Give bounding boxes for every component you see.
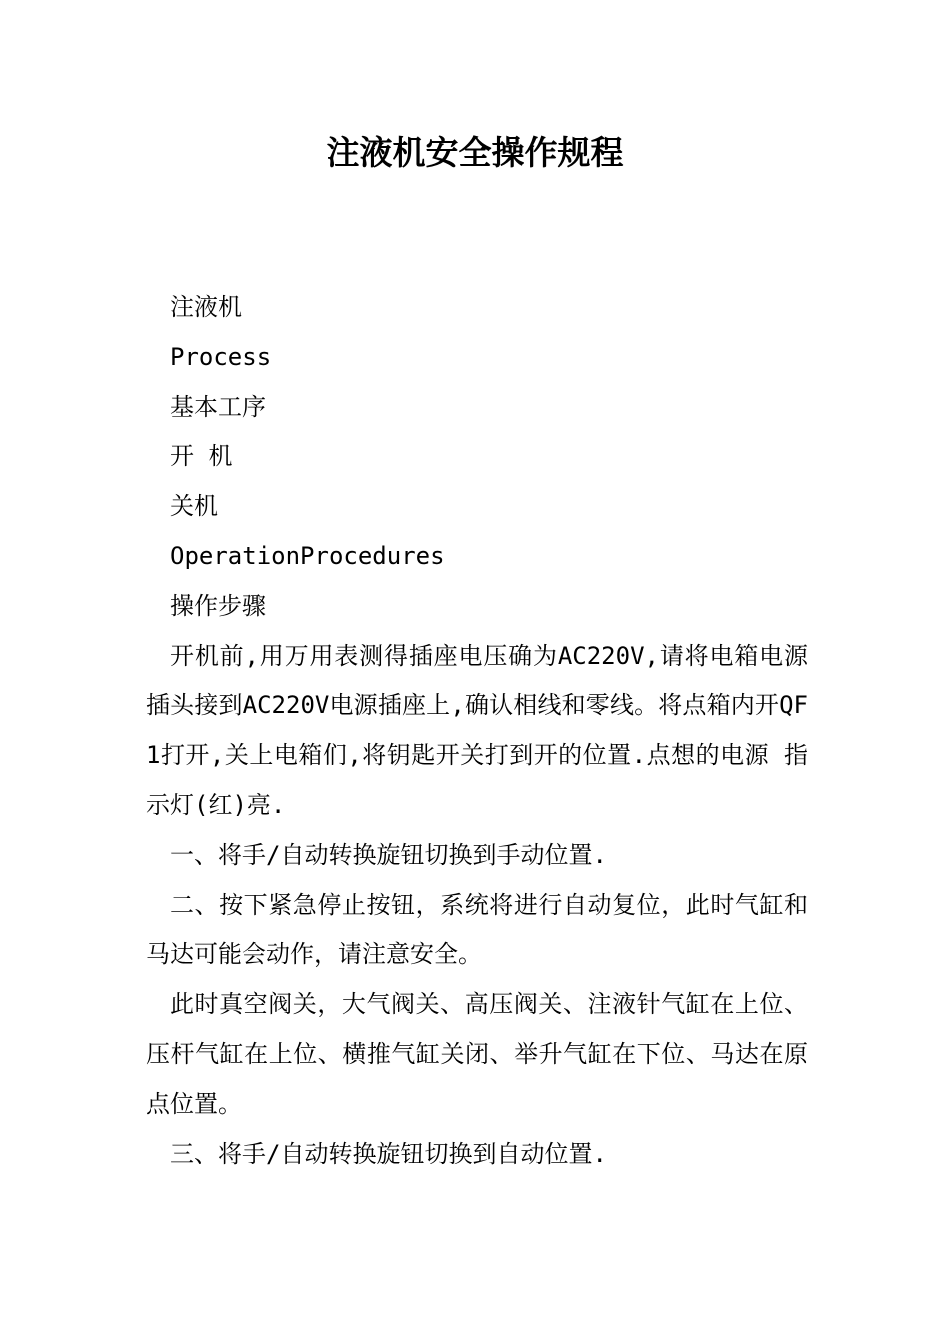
paragraph-operation-procedures: OperationProcedures [170,541,445,570]
paragraph-pre-start: 开机前,用万用表测得插座电压确为AC220V,请将电箱电源插头接到AC220V电源插座上,确认相线和零线。将点箱内开QF1打开,关上电箱们,将钥匙开关打到开的位置.点想的电源 指示灯(红)亮. [146,641,808,819]
paragraph-power-on: 开 机 [170,442,233,471]
paragraph-power-off: 关机 [170,492,218,521]
document-body [146,283,808,1179]
document-title: 注液机安全操作规程 [326,133,624,172]
paragraph-state-description: 此时真空阀关，大气阀关、高压阀关、注液针气缸在上位、压杆气缸在上位、横推气缸关闭、举升气缸在下位、马达在原点位置。 [146,990,808,1118]
paragraph-step-two: 二、按下紧急停止按钮，系统将进行自动复位，此时气缸和马达可能会动作，请注意安全。 [146,890,808,969]
paragraph-machine-name: 注液机 [170,293,242,321]
paragraph-operation-steps: 操作步骤 [170,591,266,620]
paragraph-step-one: 一、将手/自动转换旋钮切换到手动位置. [170,840,607,869]
paragraph-step-three: 三、将手/自动转换旋钮切换到自动位置. [170,1139,607,1168]
paragraph-process: Process [170,342,272,371]
paragraph-basic-procedure: 基本工序 [170,392,266,421]
